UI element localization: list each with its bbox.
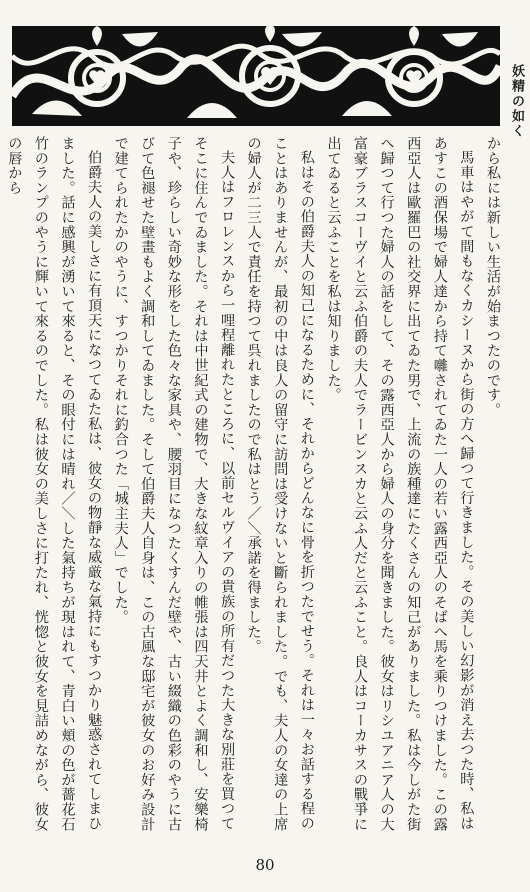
page-number: 80 bbox=[255, 856, 275, 874]
paragraph: から私には新しい生活が始まつたのです。 bbox=[485, 136, 501, 418]
running-head: 妖精の如く bbox=[509, 64, 524, 139]
vertical-body-text bbox=[8, 136, 506, 840]
paragraph: 馬車はやがて間もなくカシーヌから街の方へ歸つて行きました。その美しい幻影が消え去つた時、私はあすこの酒保場で婦人達から持て囃されてゐた一人の若い露西亞人のそばへ馬を乘りつけました。この露西亞人は歐羅巴の社交界に出てゐた男で、上流の族種達にたくさんの知己がありました。私は今しがた街へ歸つて行つた婦人の話をして、その露西亞人から婦人の身分を聞きました。彼女はリシユアニア人の大富豪ブラスコーヴイと云ふ伯爵の夫人でラービンスカと云ふ人だと云ふこと。良人はコーカサスの戰爭に出てゐると云ふことを私は知りました。 bbox=[325, 136, 475, 832]
ornament-artwork bbox=[12, 26, 500, 126]
paragraph: 私はその伯爵夫人の知己になるために、それからどんなに骨を折つたでせう。それは一々お話する程のことはありませんが、最初の中は良人の留守に訪問は受けないと斷られました。でも、夫人の女達の上席の婦人が二三人で責任を持つて呉れましたので私はとう／＼承諾を得ました。 bbox=[245, 136, 315, 832]
paragraph: 伯爵夫人の美しさに有頂天になつてゐた私は、彼女の物靜な威厳な氣持にもすつかり魅惑されてしまひました。話に感興が湧いて來ると、その眼付には晴れ／＼した氣持ちが現はれて、青白い頬の色が薔花石竹のランプのやうに輝いて來るのでした。私は彼女の美しさに打たれ、恍惚と彼女を見詰めながら、彼女の唇から bbox=[6, 136, 103, 832]
paragraph: 夫人はフロレンスから一哩程離れたところに、以前セルヴイアの貴族の所有だつた大きな別莊を買つてそこに住んでゐました。それは中世紀式の建物で、大きな紋章入りの帷張は四天井とよく調和し、安樂椅子や、珍らしい奇妙な形をした色々な家具や、腰羽目になつたくすんだ壁や、古い綴織の色彩のやうに古びて色褪せた壁畫もよく調和してゐました。そして伯爵夫人自身は、この古風な邸宅が彼女のお好み設計で建てられたかのやうに、すつかりそれに釣合つた「城主夫人」でした。 bbox=[112, 136, 236, 832]
woodcut-header-ornament bbox=[12, 26, 500, 126]
